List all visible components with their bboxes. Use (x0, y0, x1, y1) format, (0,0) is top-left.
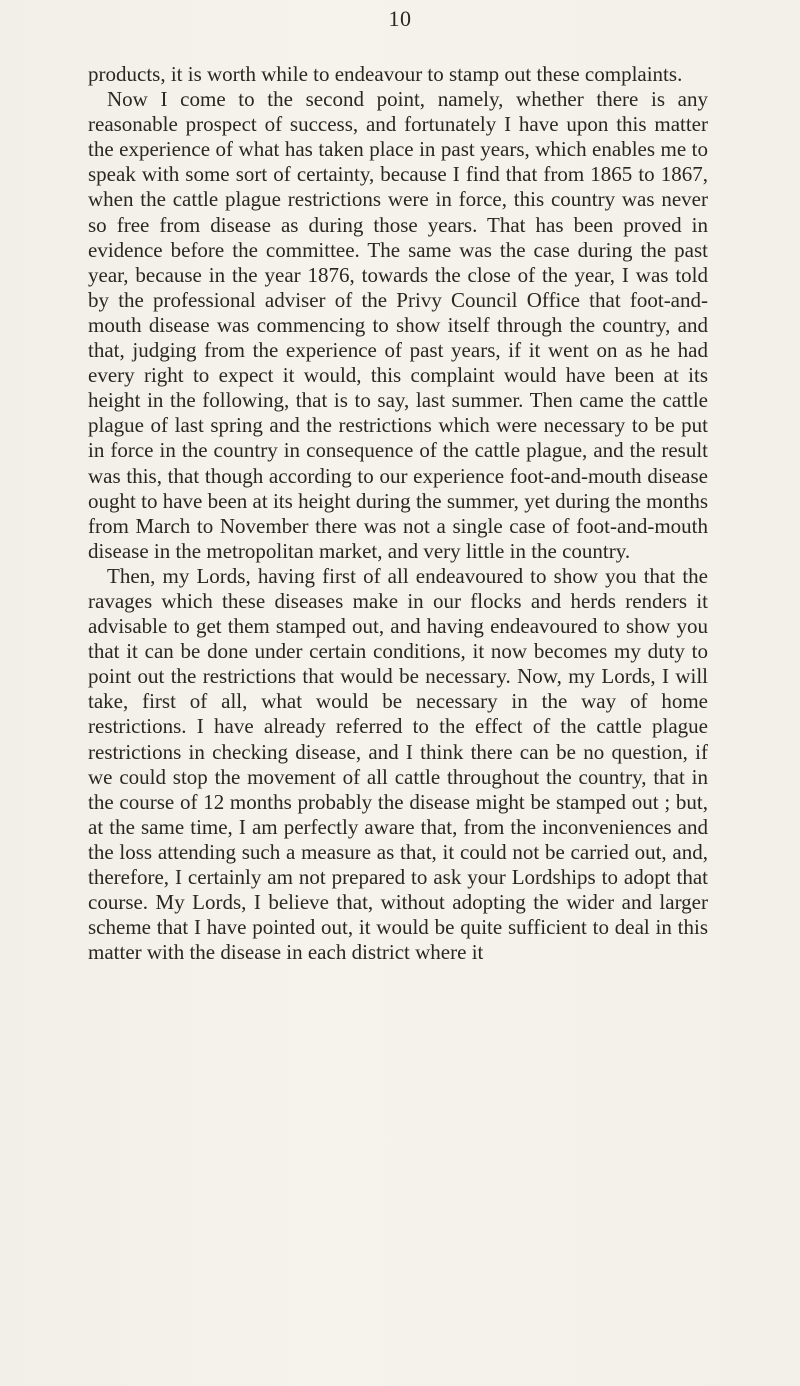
body-text (88, 62, 708, 965)
page-number: 10 (388, 6, 412, 31)
paragraph-continuation: products, it is worth while to endeavour to stamp out these complaints. (88, 62, 683, 86)
paragraph-restrictions: Then, my Lords, having first of all endeavoured to show you that the ravages which these diseases make in our flocks and herds renders it advisable to get them stamped out, and having endeavoured to show you that it can be done under certain conditions, it now becomes my duty to point out the restrictions that would be necessary. Now, my Lords, I will take, first of all, what would be necessary in the way of home restrictions. I have already referred to the effect of the cattle plague restrictions in checking disease, and I think there can be no question, if we could stop the movement of all cattle throughout the country, that in the course of 12 months probably the disease might be stamped out ; but, at the same time, I am perfectly aware that, from the inconveniences and the loss attending such a measure as that, it could not be carried out, and, therefore, I certainly am not prepared to ask your Lordships to adopt that course. My Lords, I believe that, without adopting the wider and larger scheme that I have pointed out, it would be quite sufficient to deal in this matter with the disease in each district where it (88, 563, 708, 965)
paragraph-second-point: Now I come to the second point, namely, whether there is any reasonable prospect of success, and fortunately I have upon this matter the experience of what has taken place in past years, which enables me to speak with some sort of certainty, because I find that from 1865 to 1867, when the cattle plague restrictions were in force, this country was never so free from disease as during those years. That has been proved in evidence before the committee. The same was the case during the past year, because in the year 1876, towards the close of the year, I was told by the professional adviser of the Privy Council Office that foot-and-mouth disease was commencing to show itself through the country, and that, judging from the experience of past years, if it went on as he had every right to expect it would, this complaint would have been at its height in the following, that is to say, last summer. Then came the cattle plague of last spring and the restrictions which were necessary to be put in force in the country in consequence of the cattle plague, and the result was this, that though according to our experience foot-and-mouth disease ought to have been at its height during the summer, yet during the months from March to November there was not a single case of foot-and-mouth disease in the metropolitan market, and very little in the country. (88, 87, 708, 563)
